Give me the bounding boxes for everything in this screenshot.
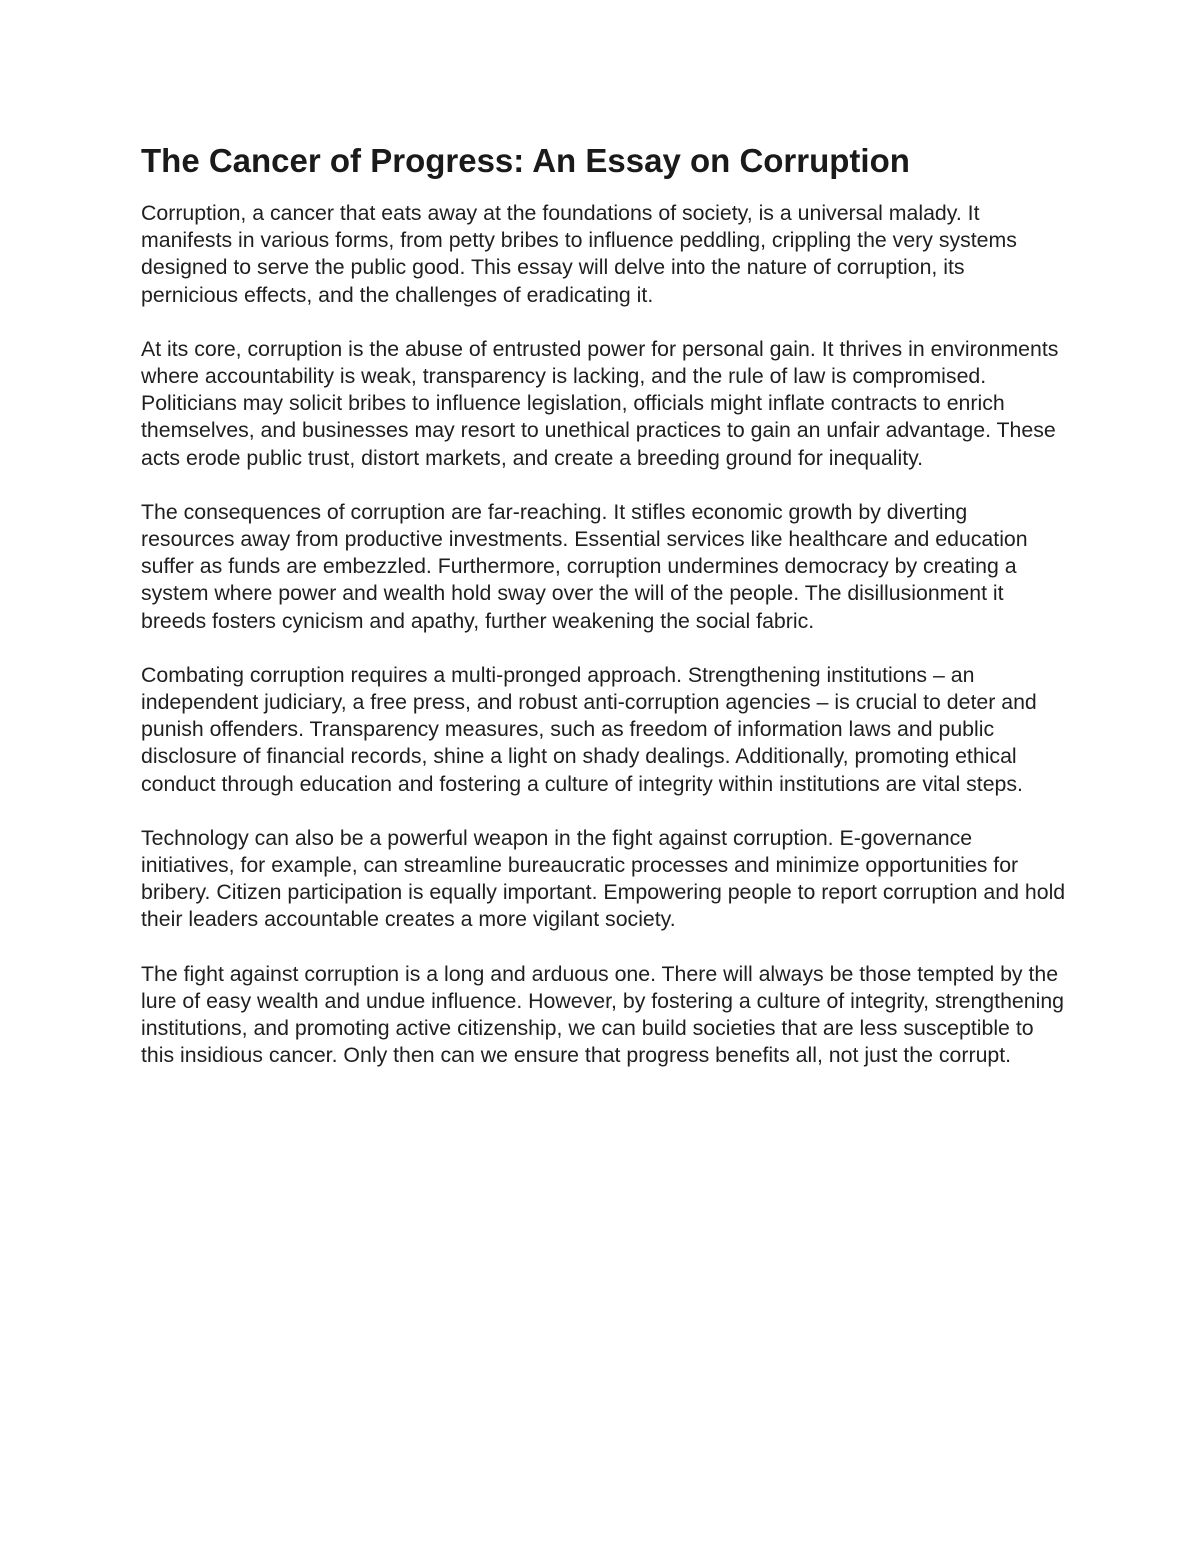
paragraph-combating: Combating corruption requires a multi-pronged approach. Strengthening institutions – an independent judiciary, a free press, and robust anti-corruption agencies – is crucial to deter and punish offenders. Transparency measures, such as freedom of information laws and public disclosure of financial records, shine a light on shady dealings. Additionally, promoting ethical conduct through education and fostering a culture of integrity within institutions are vital steps.: [141, 662, 1037, 796]
paragraph-technology: Technology can also be a powerful weapon in the fight against corruption. E-governance initiatives, for example, can streamline bureaucratic processes and minimize opportunities for bribery. Citizen participation is equally important. Empowering people to report corruption and hold their leaders accountable creates a more vigilant society.: [141, 825, 1066, 932]
document-title: The Cancer of Progress: An Essay on Corruption: [141, 142, 910, 179]
document-body: [141, 140, 1066, 1096]
paragraph-introduction: Corruption, a cancer that eats away at the foundations of society, is a universal malady. It manifests in various forms, from petty bribes to influence peddling, crippling the very systems designed to serve the public good. This essay will delve into the nature of corruption, its pernicious effects, and the challenges of eradicating it.: [141, 201, 1017, 307]
paragraph-conclusion: The fight against corruption is a long and arduous one. There will always be those tempted by the lure of easy wealth and undue influence. However, by fostering a culture of integrity, strengthening institutions, and promoting active citizenship, we can build societies that are less susceptible to this insidious cancer. Only then can we ensure that progress benefits all, not just the corrupt.: [141, 961, 1065, 1068]
paragraph-consequences: The consequences of corruption are far-reaching. It stifles economic growth by diverting resources away from productive investments. Essential services like healthcare and education suffer as funds are embezzled. Furthermore, corruption undermines democracy by creating a system where power and wealth hold sway over the will of the people. The disillusionment it breeds fosters cynicism and apathy, further weakening the social fabric.: [141, 499, 1028, 633]
paragraph-definition: At its core, corruption is the abuse of entrusted power for personal gain. It thrives in environments where accountability is weak, transparency is lacking, and the rule of law is compromised. Politicians may solicit bribes to influence legislation, officials might inflate contracts to enrich themselves, and businesses may resort to unethical practices to gain an unfair advantage. These acts erode public trust, distort markets, and create a breeding ground for inequality.: [141, 336, 1059, 470]
